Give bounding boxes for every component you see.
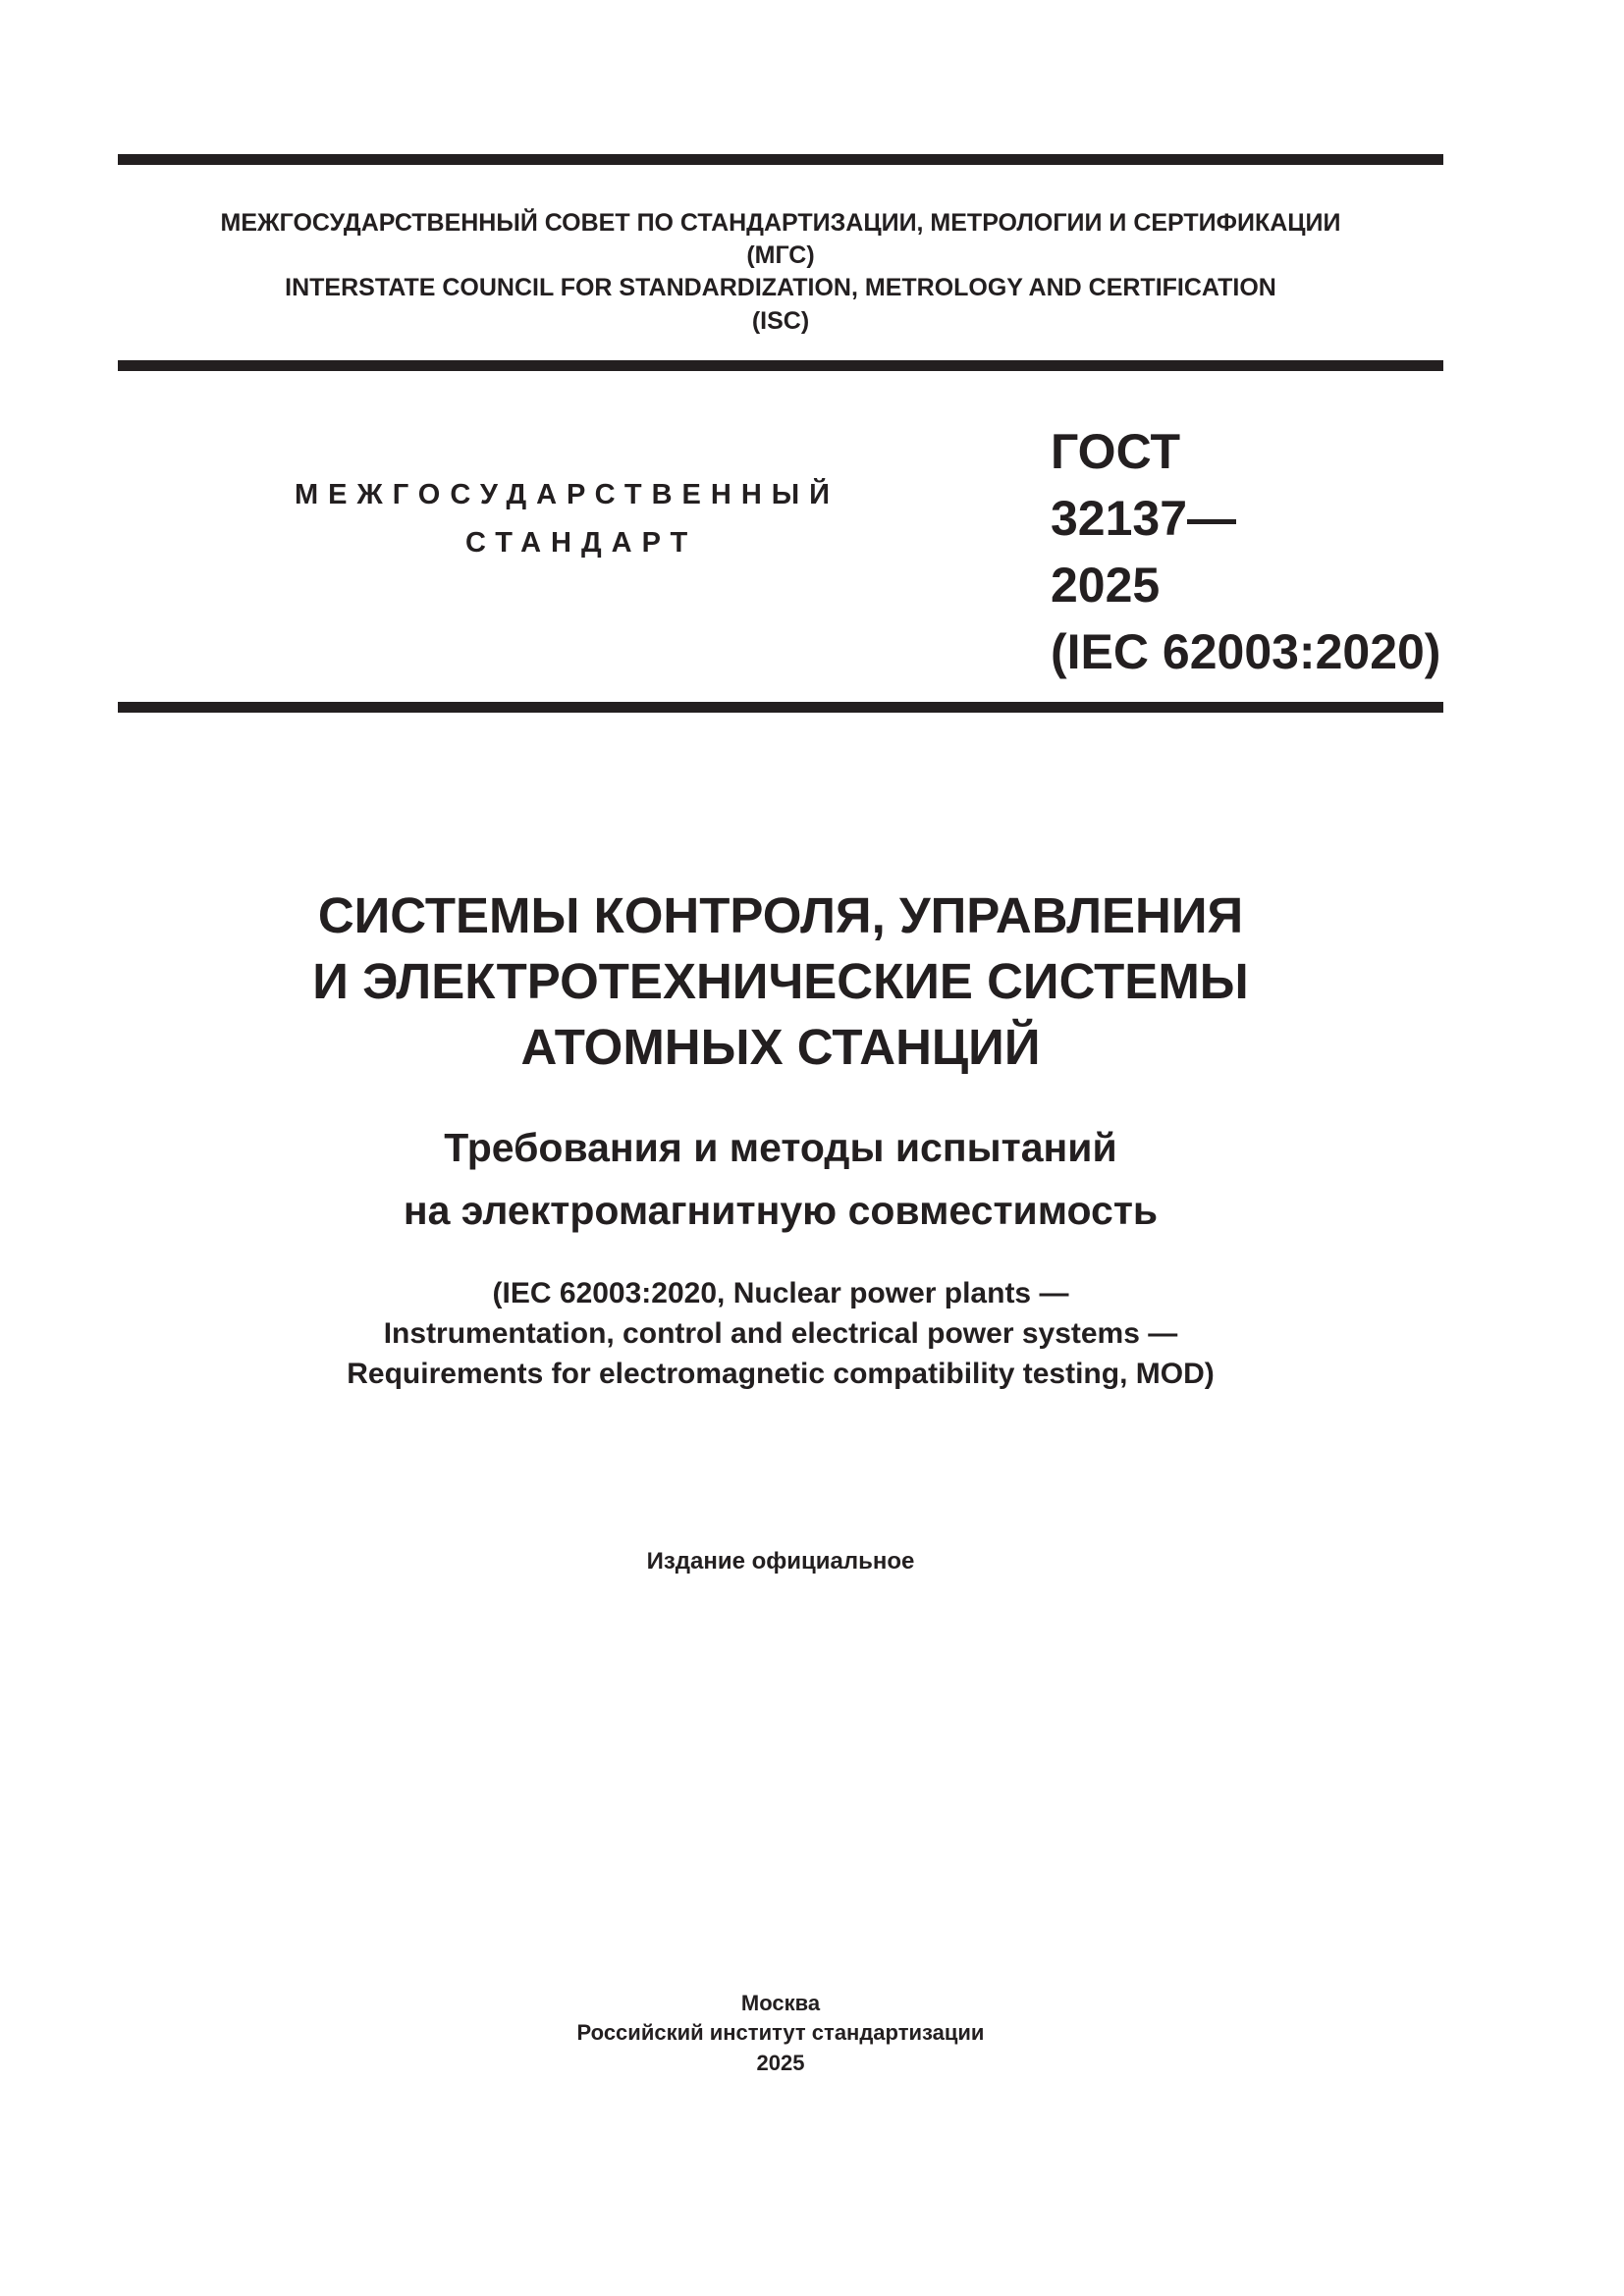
imprint-city: Москва: [740, 1991, 821, 2015]
bottom-rule: [118, 702, 1443, 713]
title-line-1: СИСТЕМЫ КОНТРОЛЯ, УПРАВЛЕНИЯ: [317, 887, 1244, 943]
imprint-year: 2025: [756, 2051, 805, 2075]
standard-type-line2: СТАНДАРТ: [465, 527, 698, 559]
imprint-publisher: Российский институт стандартизации: [576, 2020, 985, 2045]
top-rule: [118, 154, 1443, 165]
title-line-3: АТОМНЫХ СТАНЦИЙ: [520, 1019, 1041, 1075]
council-abbr-en: (ISC): [751, 307, 810, 335]
designation-year: 2025: [1051, 558, 1161, 613]
middle-rule: [118, 360, 1443, 371]
council-name-ru: МЕЖГОСУДАРСТВЕННЫЙ СОВЕТ ПО СТАНДАРТИЗАЦИИ, МЕТРОЛОГИИ И СЕРТИФИКАЦИИ: [220, 209, 1341, 237]
subtitle-line-2: на электромагнитную совместимость: [403, 1188, 1159, 1233]
title-line-2: И ЭЛЕКТРОТЕХНИЧЕСКИЕ СИСТЕМЫ: [312, 953, 1249, 1009]
original-title-line-1: (IEC 62003:2020, Nuclear power plants —: [492, 1277, 1069, 1309]
original-title-line-3: Requirements for electromagnetic compatibility testing, MOD): [347, 1358, 1215, 1390]
council-name-en: INTERSTATE COUNCIL FOR STANDARDIZATION, METROLOGY AND CERTIFICATION: [285, 274, 1276, 301]
subtitle-line-1: Требования и методы испытаний: [444, 1125, 1117, 1170]
original-title-line-2: Instrumentation, control and electrical power systems —: [383, 1317, 1178, 1350]
council-abbr-ru: (МГС): [746, 241, 815, 269]
designation-iec: (IEC 62003:2020): [1051, 624, 1441, 679]
designation-number: 32137—: [1051, 491, 1237, 546]
designation-gost: ГОСТ: [1051, 424, 1180, 479]
edition-label: Издание официальное: [646, 1548, 915, 1575]
standard-type-line1: МЕЖГОСУДАРСТВЕННЫЙ: [295, 479, 840, 510]
